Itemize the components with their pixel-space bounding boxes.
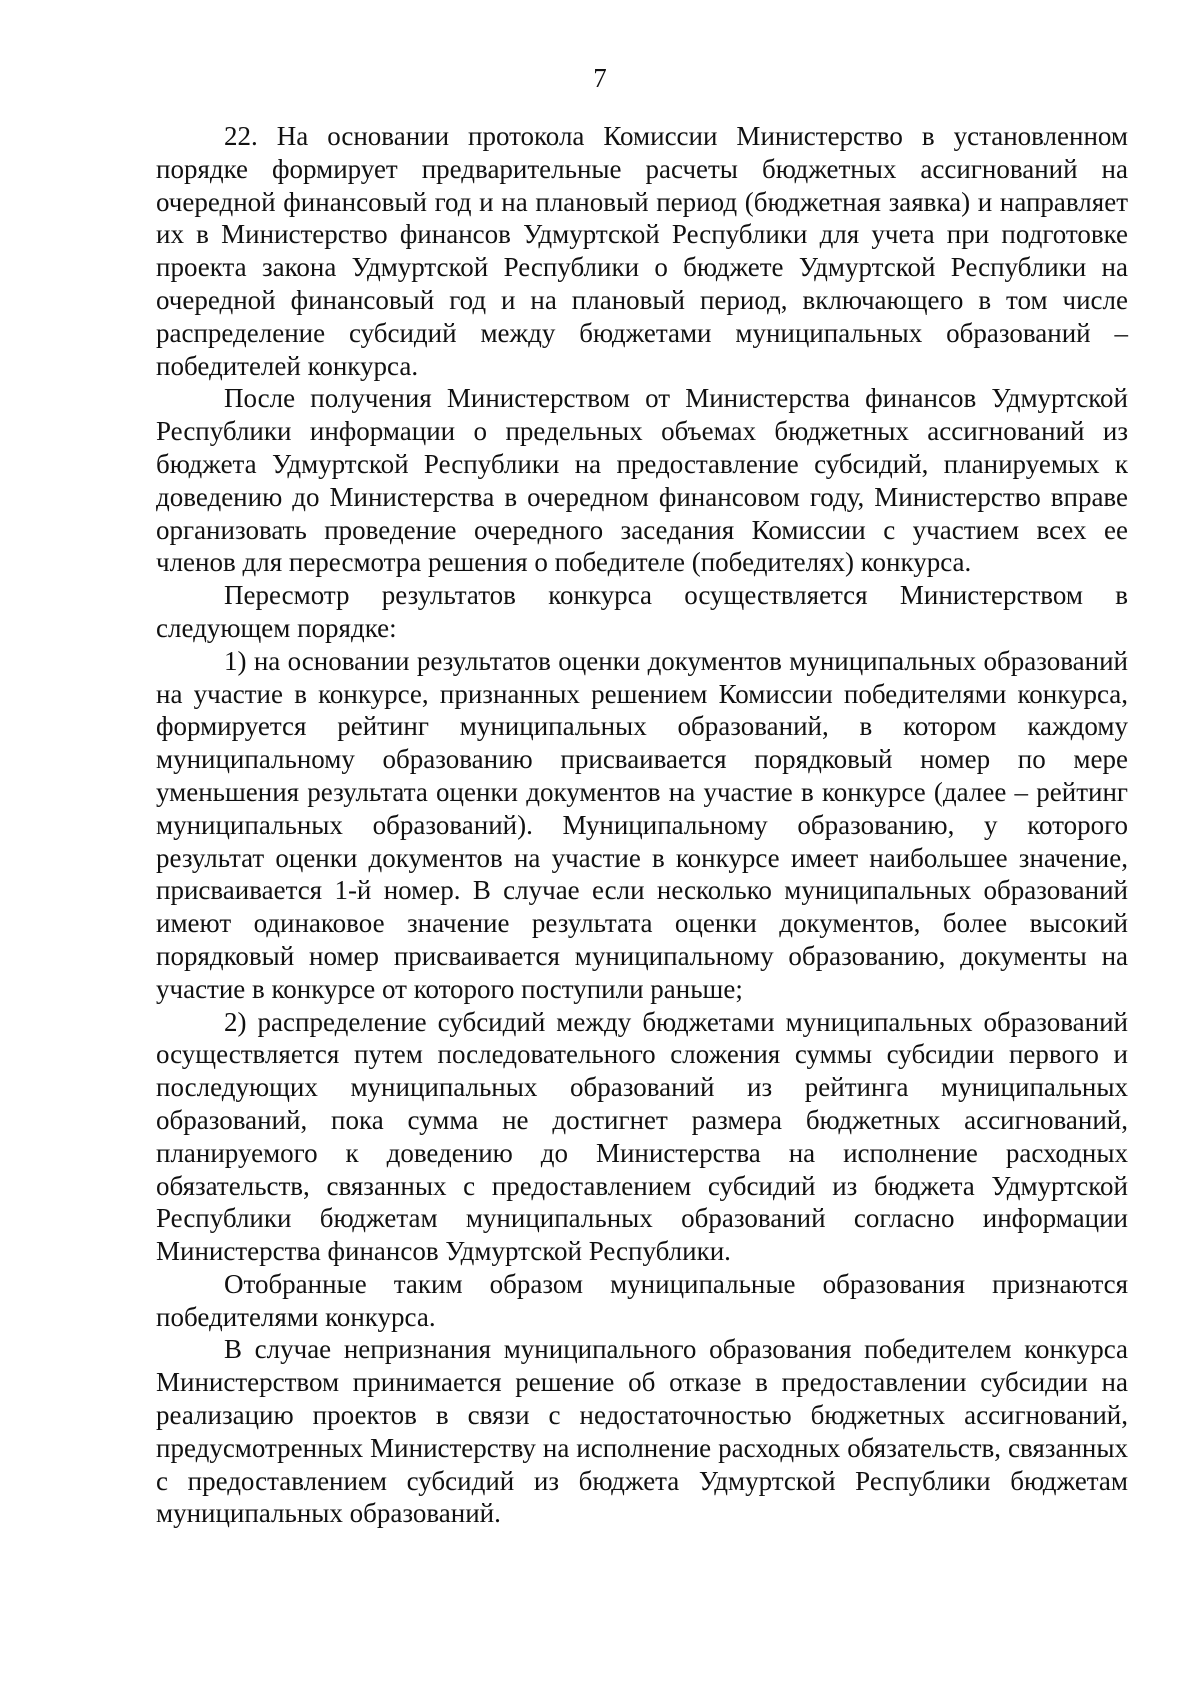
paragraph-review-order: Пересмотр результатов конкурса осуществляется Министерством в следующем порядке: xyxy=(156,580,1128,643)
paragraph-winners: Отобранные таким образом муниципальные образования признаются победителями конкурса. xyxy=(156,1268,1128,1332)
paragraph-refusal: В случае непризнания муниципального образования победителем конкурса Министерством принимается решение об отказе в предоставлении субсидии на реализацию проектов в связи с недостаточностью бюджетных ассигнований, предусмотренных Министерству на исполнение расходных обязательств, связанных с предоставлением субсидий из бюджета Удмуртской Республики бюджетам муниципальных образований. xyxy=(156,1334,1128,1529)
paragraph-subitem-2: 2) распределение субсидий между бюджетами муниципальных образований осуществляется путем последовательного сложения суммы субсидии первого и последующих муниципальных образований из рейтинга муниципальных образований, пока сумма не достигнет размера бюджетных ассигнований, планируемого к доведению до Министерства на исполнение расходных обязательств, связанных с предоставлением субсидий из бюджета Удмуртской Республики бюджетам муниципальных образований согласно информации Министерства финансов Удмуртской Республики. xyxy=(156,1006,1128,1267)
paragraph-item-22: 22. На основании протокола Комиссии Министерство в установленном порядке формирует предварительные расчеты бюджетных ассигнований на очередной финансовый год и на плановый период (бюджетная заявка) и направляет их в Министерство финансов Удмуртской Республики для учета при подготовке проекта закона Удмуртской Республики о бюджете Удмуртской Республики на очередной финансовый год и на плановый период, включающего в том числе распределение субсидий между бюджетами муниципальных образований – победителей конкурса. xyxy=(156,121,1128,381)
page-number: 7 xyxy=(593,63,607,93)
document-body xyxy=(156,120,1128,1530)
paragraph-subitem-1: 1) на основании результатов оценки документов муниципальных образований на участие в конкурсе, признанных решением Комиссии победителями конкурса, формируется рейтинг муниципальных образований, в котором каждому муниципальному образованию присваивается порядковый номер по мере уменьшения результата оценки документов на участие в конкурсе (далее – рейтинг муниципальных образований). Муниципальному образованию, у которого результат оценки документов на участие в конкурсе имеет наибольшее значение, присваивается 1-й номер. В случае если несколько муниципальных образований имеют одинаковое значение результата оценки документов, более высокий порядковый номер присваивается муниципальному образованию, документы на участие в конкурсе от которого поступили раньше; xyxy=(156,645,1128,1004)
paragraph-limits-info: После получения Министерством от Министерства финансов Удмуртской Республики информации о предельных объемах бюджетных ассигнований из бюджета Удмуртской Республики на предоставление субсидий, планируемых к доведению до Министерства в очередном финансовом году, Министерство вправе организовать проведение очередного заседания Комиссии с участием всех ее членов для пересмотра решения о победителе (победителях) конкурса. xyxy=(156,383,1128,578)
